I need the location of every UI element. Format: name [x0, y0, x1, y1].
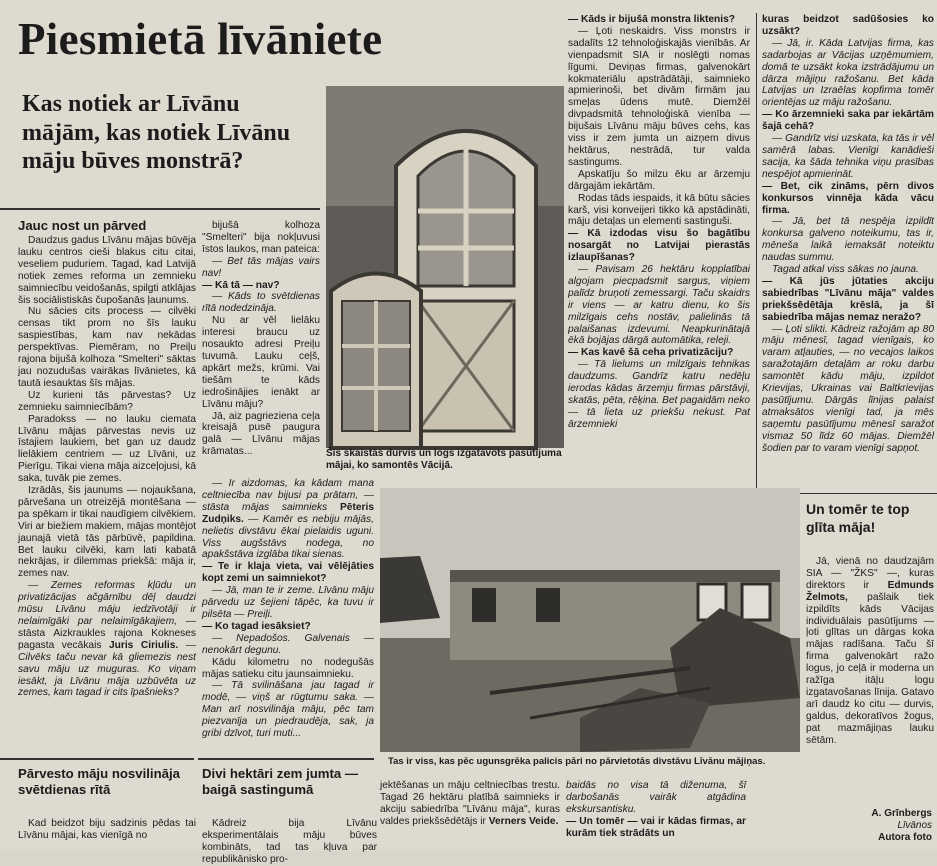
person-name: Verners Veide. — [488, 815, 559, 827]
rule-col2-bottom — [198, 758, 374, 760]
door-illustration — [326, 86, 564, 448]
paragraph: Kad beidzot biju sadzinis pēdas tai Līvānu mājai, kas vienīgā no — [18, 818, 196, 841]
caption-house-photo: Tas ir viss, kas pēc ugunsgrēka palicis pāri no pārvietotās divstāvu Līvānu mājiņas. — [388, 756, 766, 767]
question: — Kā jūs jūtaties akciju sabiedrības "Līvānu māja" valdes priekšsēdētāja krēslā, ja šī sabiedrība mājas nemaz neražo? — [762, 275, 934, 323]
column-2-lower — [202, 478, 374, 756]
answer: — Kāds to svētdienas rītā nodedzināja. — [202, 291, 320, 315]
paragraph: Daudzus gadus Līvānu mājas būvēja lauku centros cieši blakus citu citai, veseliem puduriem. Tagad, kad Latvijā notiek zemes reforma un zemnieku saimniecību veidošanās, spilgti atklājas šis sociālistiskās čupošanās ļaunums. — [18, 235, 196, 306]
question: — Te ir klaja vieta, vai vēlējāties kopt zemi un saimniekot? — [202, 561, 374, 585]
sidebar-text-1: Jā, vienā no daudzajām SIA — "ŽKS" —, kuras direktors ir — [806, 556, 934, 591]
question: — Kāds ir bijušā monstra liktenis? — [568, 14, 736, 25]
question: — Bet, cik zināms, pērn divos konkursos vinnēja kāda vācu firma. — [762, 180, 934, 216]
photo-door-and-window — [326, 86, 564, 448]
subheadline: Kas notiek ar Līvānu mājām, kas notiek Līvānu māju būves monstrā? — [22, 91, 291, 174]
headline: Piesmietā līvāniete — [18, 14, 383, 64]
question: — Un tomēr — vai ir kādas firmas, ar kurām tiek strādāts un — [566, 815, 746, 839]
answer-text: — Kamēr es nebiju mājās, nelietis divstāvu ēkai pielaidis uguni. Viss augšstāvs nodega, no apakšstāva izglāba tikai sienas. — [202, 513, 374, 561]
paragraph — [806, 556, 934, 747]
paragraph — [380, 780, 560, 828]
answer: — Gandrīz visi uzskata, ka tās ir vēl samērā labas. Vienīgi kanādieši sacija, ka šāda tehnika viņu prasības nespējot apmierināt. — [762, 133, 934, 180]
question: — Kas kavē šā ceha privatizāciju? — [568, 347, 734, 359]
paragraph: Rodas tāds iespaids, it kā būtu sācies karš, visi konveijeri tikko kā apstādināti, māju detaļas un elementi sastinguši. — [568, 192, 750, 228]
paragraph: Uz kurieni tās pārvestas? Uz zemnieku saimniecībām? — [18, 389, 196, 413]
quote-attribution: — stāsta Aizkraukles rajona Kokneses pagasta vecākais — [18, 616, 196, 651]
answer — [202, 478, 374, 561]
answer: — Ļoti slikti. Kādreiz ražojām ap 80 māju mēnesī, tagad vienīgais, ko varam atļauties, — no vecajos laikos saražotajām detaļām ar roku darbu samontēt kādu māju, izpildot Krievijas, Ukrainas vai Baltkrievijas pasūtījumu. Dārgās līnijas palaist atmaksātos vienīgi tad, ja mēs saņemtu pasūtījumu mēnesī saražot vismaz 50 līdz 60 mājas. Diemžēl šodien par to varam vienīgi sapņot. — [762, 323, 934, 454]
photo-burned-house — [380, 488, 800, 752]
paragraph: Paradokss — no lauku ciemata Līvānu mājas pārvestas nevis uz īstajiem laukiem, bet gan uz daudz lielākiem centriem — uz Līvāni, uz Pierīgu. Tikai viena māja aizceļojusi, kā saka, tuvāk pie zemes. — [18, 413, 196, 485]
answer: Tagad atkal viss sākas no jauna. — [772, 264, 919, 276]
paragraph: Nu sācies cits process — cilvēki censas tikt prom no šīs lauku saspiestības, kam nav nekādas perspektīvas. Piemēram, no Preiļu rajona bijušā kolhoza "Smelteri" sāktas jau nozudušas vairākas līvānietes, kā tautā iesauktas šīs mājas. — [18, 306, 196, 389]
paragraph-quote — [18, 580, 196, 699]
column-2-narrow — [202, 378, 320, 478]
rule-col1-bottom — [0, 758, 194, 760]
paragraph: — Ļoti neskaidrs. Viss monstrs ir sadalīts 12 tehnoloģiskajās vienībās. Ar vienpadsmit SIA ir noslēgti nomas līgumi. Deviņas firmas, galvenokārt kokmateriālu apstrādātāji, saimnieko apmierinoši, bet divām firmām jau smeļas ūdens mutē. Diemžēl divpadsmitā tehnoloģiskā vienība — bijušais Līvānu māju būves cehs, kas viss ir zem jumta un aizņem divus hektārus, nestrādā, tur valda sastingums. — [568, 25, 750, 168]
sidebar-title: Un tomēr te top glīta māja! — [806, 501, 910, 535]
question: — Ko ārzemnieki saka par iekārtām šajā cehā? — [762, 109, 934, 133]
subhead-parvesto-maju: Pārvesto māju nosvilināja svētdienas rītā — [18, 766, 180, 797]
answer: baidās no visa tā diženuma, šī darbošanās vairāk atgādina ekskursantisku. — [566, 780, 746, 815]
answer: — Pavisam 26 hektāru kopplatībai algojam piecpadsmit sargus, viņiem palīdz bruņoti zemessargi. Taču skaidrs ir viens — ar katru dienu, ko šis milzīgais cehs nostāv, palielinās tā palaišanas izdevumi. Neapkurinātajā ēkā bojājas dārgā automātika, releji. — [568, 264, 750, 347]
author-name: A. Grīnbergs — [871, 808, 932, 819]
sidebar-text-2: pašlaik tiek izpildīts kāds Vācijas individuālais pasūtījums — ļoti glītas un dārgas koka mājas radīšana. Taču šī firma galvenokārt ražo logus, jo ceļā ir moderna un ražīga itāļu logu izgatavošanas līnija. Gatavo arī daudz ko citu — durvis, galdus, dekoratīvos žogus, pat mazmājiņas lauku sētām. — [806, 591, 934, 746]
paragraph: Jā, aiz pagrieziena ceļa kreisajā pusē paugura galā — Līvānu mājas krāmatas... — [202, 410, 320, 458]
quote-text: — Zemes reformas kļūdu un privatizācijas ačgārnību dēļ daudzi mūsu Līvānu māju iedzīvotāji ir nelaimīgāki par nelaimīgākajiem, — [18, 580, 196, 627]
caption-door-photo: Šis skaistās durvis un logs izgatavots pasūtījuma mājai, ko samontēs Vācijā. — [326, 448, 562, 471]
question: — Ko tagad iesāksiet? — [202, 620, 311, 632]
paragraph: Kādreiz bija Līvānu eksperimentālais māju būves kombināts, tad tas kļuva par republikānisko pro- — [202, 818, 377, 865]
bottom-column-a — [380, 780, 560, 851]
house-illustration — [380, 488, 800, 752]
answer-text: — Ir aizdomas, ka kādam mana celtniecība nav bijusi pa prātam, — stāsta mājas saimnieks — [202, 478, 374, 513]
photo-credit: Autora foto — [878, 832, 932, 843]
bottom-text: jektēšanas un māju celtniecības trestu. Tagad 26 hektāru platībā saimnieks ir akciju sabiedrība "Līvānu māja", kuras valdes priekšsēdētājs ir — [380, 780, 560, 827]
answer: — Tā lielums un milzīgais tehnikas daudzums. Gandrīz katru nedēļu ierodas kādas ārzemju firmas pārstāvji, skatās, pēta, rēķina. Bet pagaidām neko — tā lieta uz priekšu nekust. Pat ārzemnieki — [568, 359, 750, 430]
column-2-top — [202, 220, 320, 458]
answer: — Bet tās mājas vairs nav! — [202, 255, 320, 279]
person-name: Juris Ciriulis. — [108, 639, 179, 651]
answer: — Jā, man te ir zeme. Līvānu māju pārvedu uz šejieni tāpēc, ka tuvu ir pilsēta — Preiļi. — [202, 585, 374, 620]
question: kuras beidzot sadūšosies ko uzsākt? — [762, 14, 934, 37]
paragraph: Nu ar vēl lielāku interesi braucu uz nosaukto adresi Preiļu tuvumā. Lauku ceļš, apkārt mežs, krūmi. Vai tiešām te kāds iedrošinājies ienākt ar Līvānu māju? — [202, 315, 320, 410]
person-name: Pēteris Zudņiks. — [202, 501, 374, 525]
question: — Kā tā — nav? — [202, 279, 280, 291]
sidebar-text — [806, 556, 934, 788]
rule-col4-left — [756, 13, 757, 493]
answer: — Jā, ir. Kāda Latvijas firma, kas sadarbojas ar Vācijas uzņēmumiem, domā te uzsākt koka izstrādājumu un dārza mājiņu ražošanu. Bet kāda Latvijas un Izraēlas kopfirma tomēr orientējas uz māju ražošanu. — [762, 37, 934, 109]
question: — Kā izdodas visu šo bagātību nosargāt no Latvijai pierastās izlaupīšanas? — [568, 228, 750, 264]
subhead-divi-hektari: Divi hektāri zem jumta — baigā sastingumā — [202, 766, 359, 797]
answer: — Jā, bet tā nespēja izpildīt konkursa galveno noteikumu, tas ir, mēneša laikā iemaksāt noteiktu naudas summu. — [762, 216, 934, 264]
answer: — Nepadošos. Galvenais — nenokārt degunu. — [202, 632, 374, 656]
column-1 — [18, 235, 196, 755]
column-3 — [568, 14, 750, 490]
paragraph: Izrādās, šis jaunums — nojaukšana, pārvešana un otreizējā montēšana — pa spēkam ir tikai naudīgiem cilvēkiem. Viri ar biežiem makiem, mājas montējot jaunajā vietā tās pārbūvē, papildina. Bet lauku cilvēki, kam lati kabatā nekrājas, ir dilemmas priekšā: māja ir, zemes nav. — [18, 485, 196, 580]
person-name: Edmunds Želmots, — [806, 579, 934, 603]
column-2-tail — [202, 818, 377, 865]
column-4 — [762, 14, 934, 490]
subhead-jauc-nost: Jauc nost un pārved — [18, 218, 147, 233]
bottom-column-b — [566, 780, 746, 851]
paragraph: Kādu kilometru no nodegušās mājas satieku citu jaunsaimnieku. — [202, 656, 374, 680]
author-place: Līvānos — [897, 820, 932, 831]
paragraph: bijušā kolhoza "Smelteri" bija nokļuvusi īstos laukos, man pateica: — [202, 220, 320, 255]
answer: — Tā svilināšana jau tagad ir modē, — viņš ar rūgtumu saka. — Man arī nosvilināja māju, pēc tam piezvanīja un piedraudēja, sak, ja gribi dzīvot, turi muti... — [202, 680, 374, 740]
paragraph: Apskatīju šo milzu ēku ar ārzemju dārgajām iekārtām. — [568, 168, 750, 192]
column-1-tail — [18, 818, 196, 851]
rule-under-subheadline — [0, 208, 320, 210]
quote-text: — Cilvēks taču nevar kā gliemezis nest savu māju uz muguras. Ko viņam iesākt, ja Līvānu māja uzbūvēta uz zemes, kam tagad ir cits īpašnieks? — [18, 639, 196, 699]
